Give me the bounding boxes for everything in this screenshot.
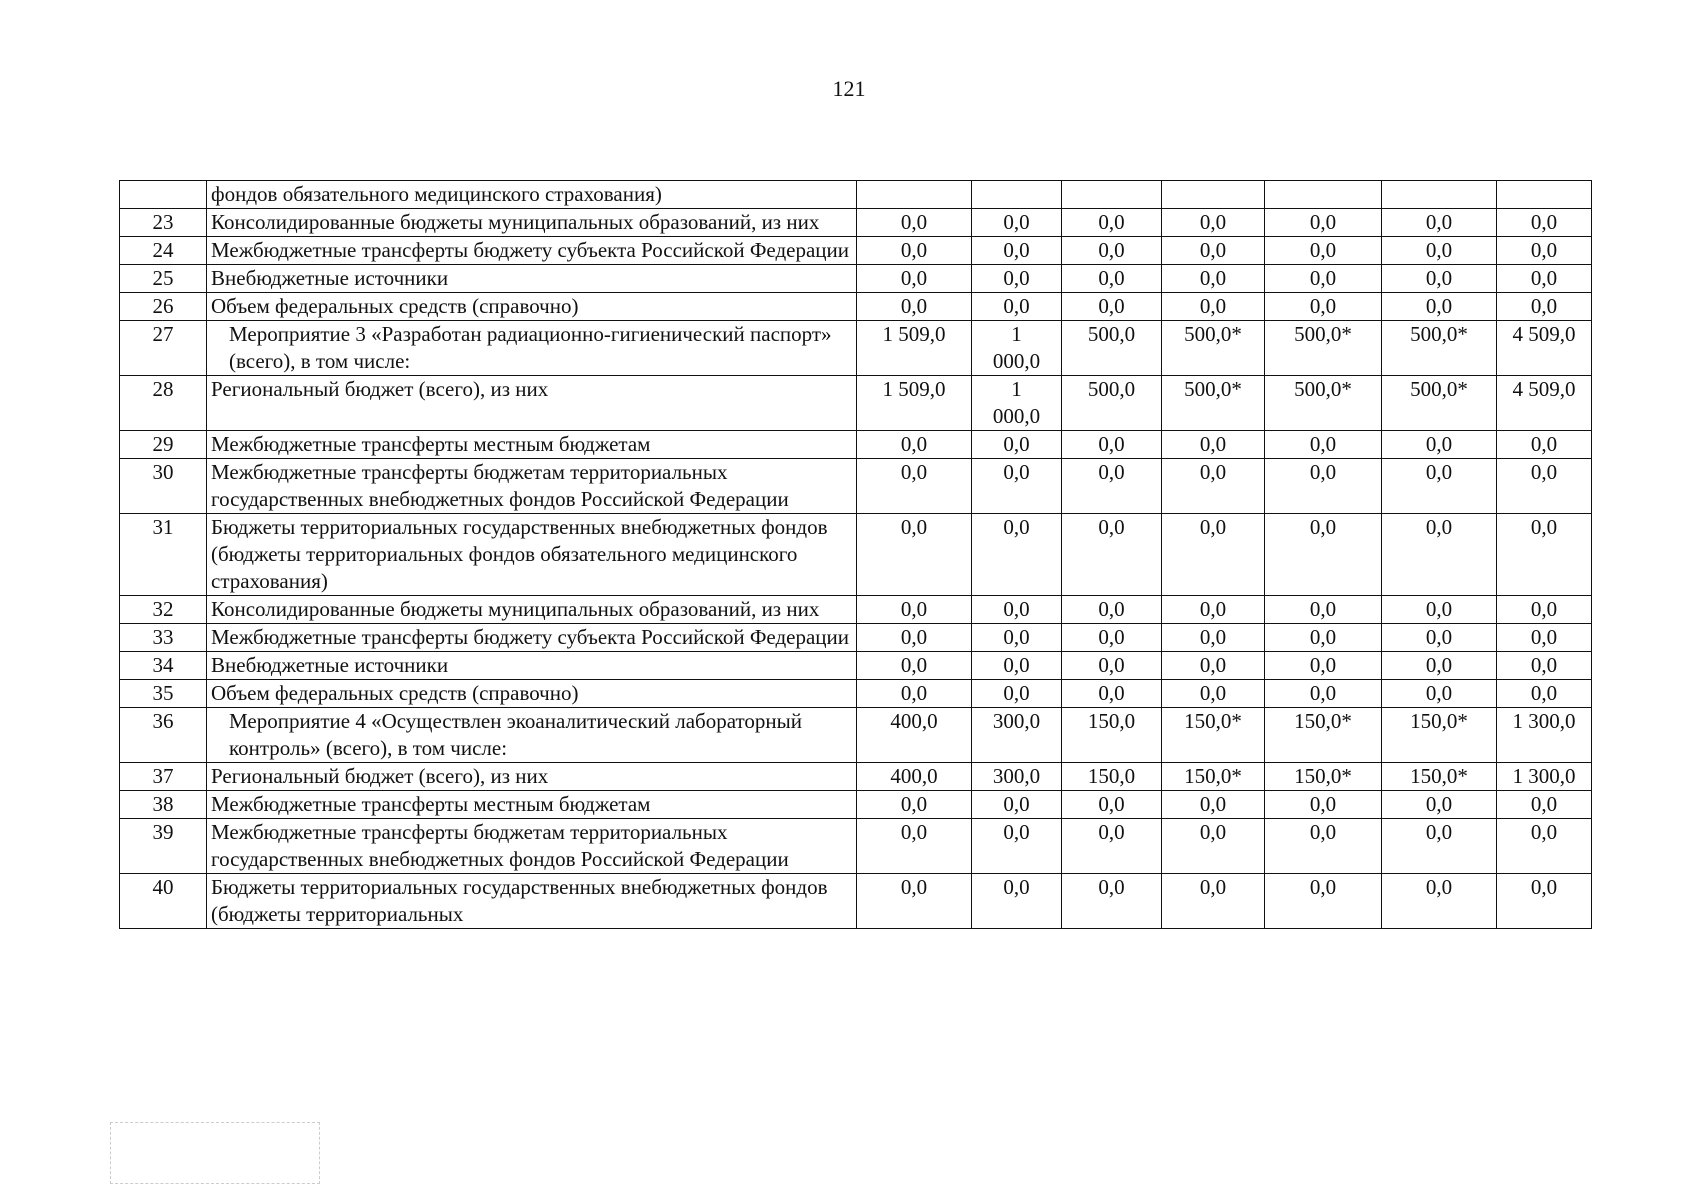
value-cell: 0,0: [1062, 652, 1162, 680]
row-number: 26: [120, 293, 207, 321]
value-cell: 1 300,0: [1497, 708, 1592, 763]
value-cell: 0,0: [1062, 596, 1162, 624]
table-row: [120, 624, 1592, 652]
value-cell: 0,0: [1497, 459, 1592, 514]
value-cell: 0,0: [1382, 209, 1497, 237]
value-cell: 0,0: [1062, 209, 1162, 237]
table-row: [120, 596, 1592, 624]
table-row: [120, 874, 1592, 929]
value-cell: 0,0: [1382, 265, 1497, 293]
value-cell: 0,0: [1265, 652, 1382, 680]
row-description: Межбюджетные трансферты местным бюджетам: [207, 791, 857, 819]
table-row: [120, 376, 1592, 431]
table-row: [120, 652, 1592, 680]
table-body: [120, 181, 1592, 929]
value-cell: 0,0: [857, 265, 972, 293]
value-cell: 0,0: [972, 431, 1062, 459]
value-cell: 150,0*: [1265, 708, 1382, 763]
row-description: Межбюджетные трансферты местным бюджетам: [207, 431, 857, 459]
row-number: 36: [120, 708, 207, 763]
value-cell: 0,0: [1162, 819, 1265, 874]
row-number: 33: [120, 624, 207, 652]
value-cell: 0,0: [1265, 874, 1382, 929]
value-cell: 1 509,0: [857, 376, 972, 431]
value-cell: 0,0: [1265, 459, 1382, 514]
value-cell: 0,0: [1382, 237, 1497, 265]
value-cell: 0,0: [857, 652, 972, 680]
value-cell: 0,0: [1382, 819, 1497, 874]
value-cell: [1162, 181, 1265, 209]
row-description: Межбюджетные трансферты бюджету субъекта Российской Федерации: [207, 624, 857, 652]
value-cell: 0,0: [972, 265, 1062, 293]
value-cell: 0,0: [1382, 459, 1497, 514]
value-cell: [1497, 181, 1592, 209]
table-row: [120, 321, 1592, 376]
row-number: 28: [120, 376, 207, 431]
row-number: 31: [120, 514, 207, 596]
value-cell: 0,0: [1062, 624, 1162, 652]
value-cell: 0,0: [1062, 819, 1162, 874]
value-cell: 0,0: [1382, 680, 1497, 708]
value-cell: 0,0: [1382, 624, 1497, 652]
value-cell: 0,0: [1265, 791, 1382, 819]
row-number: 25: [120, 265, 207, 293]
row-number: 24: [120, 237, 207, 265]
table-row: [120, 514, 1592, 596]
row-description: Внебюджетные источники: [207, 652, 857, 680]
value-cell: 500,0*: [1265, 321, 1382, 376]
value-cell: 0,0: [1265, 431, 1382, 459]
table-row: [120, 819, 1592, 874]
value-cell: 0,0: [972, 680, 1062, 708]
row-description: Объем федеральных средств (справочно): [207, 680, 857, 708]
value-cell: [1382, 181, 1497, 209]
value-cell: 0,0: [1497, 293, 1592, 321]
value-cell: 400,0: [857, 763, 972, 791]
row-description: Внебюджетные источники: [207, 265, 857, 293]
row-number: 30: [120, 459, 207, 514]
value-cell: 0,0: [1265, 680, 1382, 708]
value-cell: 0,0: [857, 791, 972, 819]
value-cell: 0,0: [1265, 624, 1382, 652]
value-cell: 0,0: [857, 514, 972, 596]
value-cell: 0,0: [1162, 209, 1265, 237]
value-cell: 400,0: [857, 708, 972, 763]
value-cell: 0,0: [1162, 874, 1265, 929]
value-cell: 0,0: [1265, 819, 1382, 874]
value-cell: 0,0: [1382, 514, 1497, 596]
value-cell: 0,0: [1382, 791, 1497, 819]
value-cell: 0,0: [1162, 514, 1265, 596]
value-cell: 0,0: [1382, 652, 1497, 680]
value-cell: 150,0: [1062, 763, 1162, 791]
row-number: [120, 181, 207, 209]
row-number: 37: [120, 763, 207, 791]
value-cell: 0,0: [1062, 237, 1162, 265]
table-row: [120, 791, 1592, 819]
value-cell: 0,0: [1162, 596, 1265, 624]
value-cell: 0,0: [1062, 431, 1162, 459]
value-cell: 500,0*: [1162, 376, 1265, 431]
value-cell: 0,0: [1162, 265, 1265, 293]
table-row: [120, 459, 1592, 514]
value-cell: 500,0: [1062, 321, 1162, 376]
value-cell: 0,0: [1162, 293, 1265, 321]
row-description: фондов обязательного медицинского страхования): [207, 181, 857, 209]
row-number: 40: [120, 874, 207, 929]
value-cell: 0,0: [972, 293, 1062, 321]
table-row: [120, 431, 1592, 459]
value-cell: 0,0: [1497, 680, 1592, 708]
table-row: [120, 680, 1592, 708]
value-cell: 0,0: [857, 431, 972, 459]
value-cell: 500,0*: [1382, 321, 1497, 376]
table-row: [120, 237, 1592, 265]
row-number: 34: [120, 652, 207, 680]
row-description: Межбюджетные трансферты бюджету субъекта Российской Федерации: [207, 237, 857, 265]
table-row: [120, 763, 1592, 791]
value-cell: 1 509,0: [857, 321, 972, 376]
value-cell: 0,0: [972, 596, 1062, 624]
page-number: 121: [832, 76, 866, 101]
value-cell: 0,0: [1062, 791, 1162, 819]
value-cell: 0,0: [857, 680, 972, 708]
value-cell: 0,0: [1162, 431, 1265, 459]
value-cell: 0,0: [1497, 791, 1592, 819]
row-description: Бюджеты территориальных государственных внебюджетных фондов (бюджеты территориальных: [207, 874, 857, 929]
row-description: Региональный бюджет (всего), из них: [207, 763, 857, 791]
value-cell: [857, 181, 972, 209]
value-cell: 0,0: [972, 791, 1062, 819]
value-cell: 0,0: [1382, 596, 1497, 624]
value-cell: [1062, 181, 1162, 209]
value-cell: 500,0: [1062, 376, 1162, 431]
value-cell: 0,0: [972, 652, 1062, 680]
value-cell: 0,0: [1062, 293, 1162, 321]
row-description: Межбюджетные трансферты бюджетам территориальных государственных внебюджетных фондов Российской Федерации: [207, 819, 857, 874]
row-number: 35: [120, 680, 207, 708]
value-cell: 150,0*: [1162, 763, 1265, 791]
value-cell: 0,0: [1162, 624, 1265, 652]
value-cell: 0,0: [1382, 431, 1497, 459]
value-cell: 0,0: [857, 596, 972, 624]
value-cell: 0,0: [1497, 596, 1592, 624]
table-row: [120, 708, 1592, 763]
value-cell: 0,0: [1497, 652, 1592, 680]
value-cell: 0,0: [1497, 874, 1592, 929]
value-cell: [1265, 181, 1382, 209]
row-description: Консолидированные бюджеты муниципальных образований, из них: [207, 209, 857, 237]
value-cell: 0,0: [1162, 652, 1265, 680]
value-cell: 0,0: [1062, 680, 1162, 708]
row-number: 39: [120, 819, 207, 874]
value-cell: 150,0*: [1382, 708, 1497, 763]
value-cell: 0,0: [1497, 265, 1592, 293]
value-cell: 1 000,0: [972, 321, 1062, 376]
value-cell: 150,0*: [1265, 763, 1382, 791]
value-cell: 0,0: [1062, 874, 1162, 929]
value-cell: 0,0: [972, 624, 1062, 652]
value-cell: 0,0: [1265, 265, 1382, 293]
value-cell: 1 300,0: [1497, 763, 1592, 791]
value-cell: 0,0: [1382, 293, 1497, 321]
value-cell: 0,0: [1265, 596, 1382, 624]
value-cell: [972, 181, 1062, 209]
row-number: 27: [120, 321, 207, 376]
value-cell: 500,0*: [1382, 376, 1497, 431]
value-cell: 0,0: [857, 209, 972, 237]
value-cell: 0,0: [1265, 293, 1382, 321]
row-description: Консолидированные бюджеты муниципальных образований, из них: [207, 596, 857, 624]
row-number: 29: [120, 431, 207, 459]
value-cell: 0,0: [972, 237, 1062, 265]
row-description: Мероприятие 4 «Осуществлен экоаналитический лабораторный контроль» (всего), в том числе:: [207, 708, 857, 763]
value-cell: 0,0: [1162, 791, 1265, 819]
value-cell: 0,0: [1265, 514, 1382, 596]
value-cell: 150,0*: [1382, 763, 1497, 791]
value-cell: 500,0*: [1265, 376, 1382, 431]
value-cell: 150,0: [1062, 708, 1162, 763]
table-row: [120, 293, 1592, 321]
value-cell: 0,0: [857, 237, 972, 265]
table-row: [120, 265, 1592, 293]
value-cell: 0,0: [1162, 459, 1265, 514]
value-cell: 4 509,0: [1497, 321, 1592, 376]
row-number: 23: [120, 209, 207, 237]
row-description: Межбюджетные трансферты бюджетам территориальных государственных внебюджетных фондов Российской Федерации: [207, 459, 857, 514]
document-stamp: [110, 1122, 320, 1184]
row-description: Мероприятие 3 «Разработан радиационно-гигиенический паспорт» (всего), в том числе:: [207, 321, 857, 376]
row-number: 32: [120, 596, 207, 624]
value-cell: 0,0: [1265, 209, 1382, 237]
value-cell: 0,0: [1062, 459, 1162, 514]
value-cell: 0,0: [1497, 624, 1592, 652]
table-row: [120, 181, 1592, 209]
row-number: 38: [120, 791, 207, 819]
value-cell: 0,0: [1497, 514, 1592, 596]
value-cell: 0,0: [1497, 819, 1592, 874]
value-cell: 0,0: [1162, 680, 1265, 708]
row-description: Объем федеральных средств (справочно): [207, 293, 857, 321]
row-description: Бюджеты территориальных государственных внебюджетных фондов (бюджеты территориальных фондов обязательного медицинского страхования): [207, 514, 857, 596]
value-cell: 300,0: [972, 763, 1062, 791]
value-cell: 0,0: [1497, 237, 1592, 265]
value-cell: 0,0: [972, 514, 1062, 596]
value-cell: 0,0: [857, 293, 972, 321]
value-cell: 0,0: [857, 874, 972, 929]
value-cell: 0,0: [857, 624, 972, 652]
table-row: [120, 209, 1592, 237]
value-cell: 0,0: [1497, 431, 1592, 459]
value-cell: 0,0: [857, 459, 972, 514]
value-cell: 0,0: [972, 459, 1062, 514]
value-cell: 1 000,0: [972, 376, 1062, 431]
budget-table: [119, 180, 1592, 929]
value-cell: 150,0*: [1162, 708, 1265, 763]
value-cell: 0,0: [1162, 237, 1265, 265]
value-cell: 0,0: [972, 819, 1062, 874]
value-cell: 0,0: [1382, 874, 1497, 929]
value-cell: 4 509,0: [1497, 376, 1592, 431]
value-cell: 0,0: [1497, 209, 1592, 237]
value-cell: 0,0: [972, 209, 1062, 237]
value-cell: 500,0*: [1162, 321, 1265, 376]
value-cell: 0,0: [1062, 265, 1162, 293]
value-cell: 0,0: [1062, 514, 1162, 596]
value-cell: 0,0: [1265, 237, 1382, 265]
value-cell: 300,0: [972, 708, 1062, 763]
value-cell: 0,0: [972, 874, 1062, 929]
row-description: Региональный бюджет (всего), из них: [207, 376, 857, 431]
value-cell: 0,0: [857, 819, 972, 874]
